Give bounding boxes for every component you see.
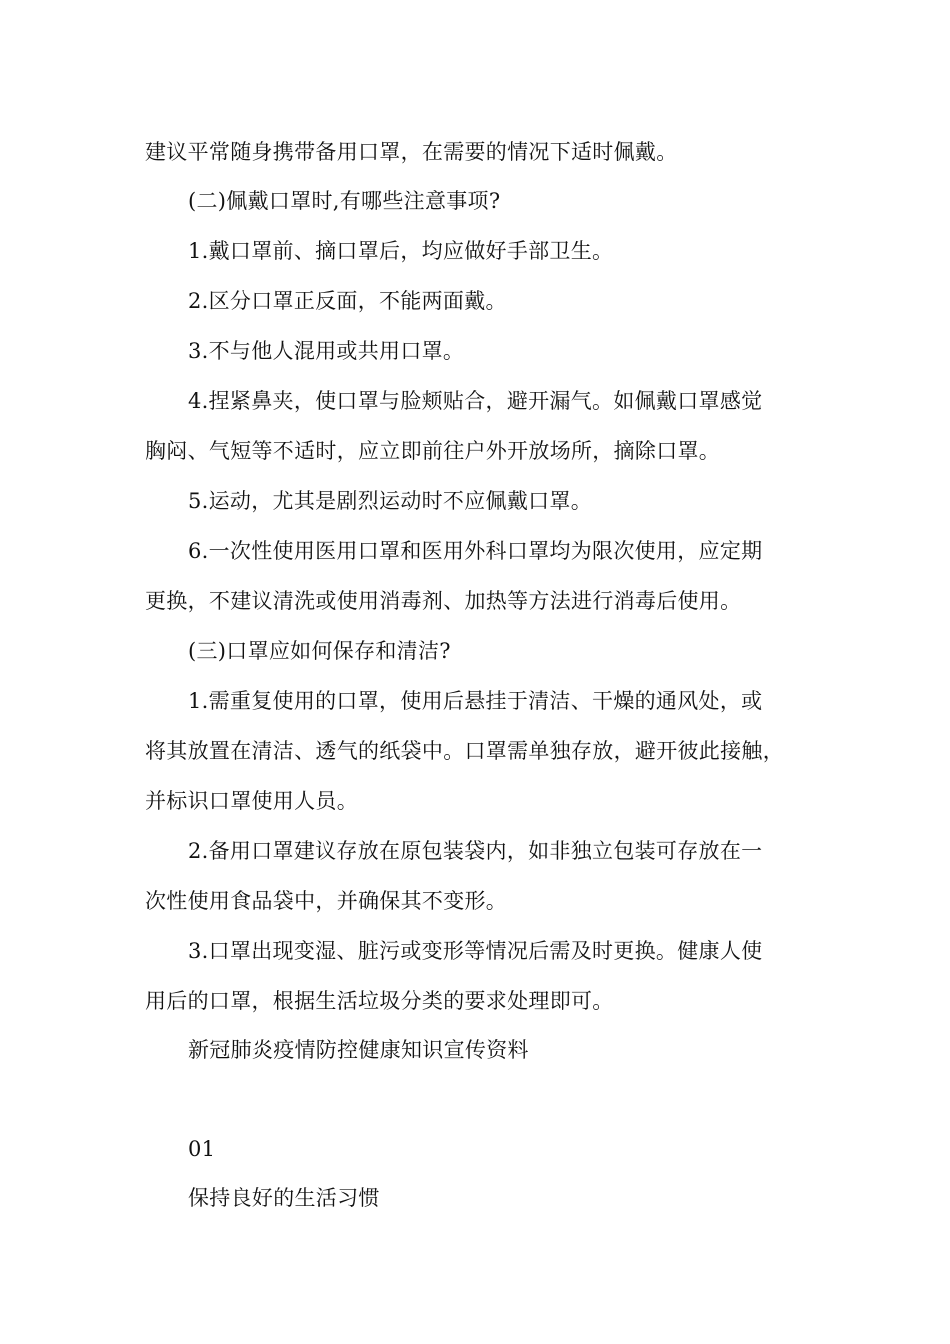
list-item: 3.不与他人混用或共用口罩。 (188, 339, 465, 363)
paragraph-line: 用后的口罩，根据生活垃圾分类的要求处理即可。 (145, 989, 614, 1013)
document-title: 新冠肺炎疫情防控健康知识宣传资料 (188, 1038, 529, 1062)
section-number: 01 (188, 1137, 216, 1161)
list-item: 5.运动，尤其是剧烈运动时不应佩戴口罩。 (188, 489, 593, 513)
paragraph-line: 次性使用食品袋中，并确保其不变形。 (145, 889, 508, 913)
list-item: 2.区分口罩正反面，不能两面戴。 (188, 289, 507, 313)
paragraph-line: 将其放置在清洁、透气的纸袋中。口罩需单独存放，避开彼此接触， (145, 739, 784, 763)
list-item: 4.捏紧鼻夹，使口罩与脸颊贴合，避开漏气。如佩戴口罩感觉 (188, 389, 763, 413)
list-item: 1.需重复使用的口罩，使用后悬挂于清洁、干燥的通风处，或 (188, 689, 763, 713)
paragraph-line: 胸闷、气短等不适时，应立即前往户外开放场所，摘除口罩。 (145, 439, 721, 463)
section-title: 保持良好的生活习惯 (188, 1186, 380, 1210)
paragraph-line: 建议平常随身携带备用口罩，在需要的情况下适时佩戴。 (145, 140, 678, 164)
section-heading: (二)佩戴口罩时,有哪些注意事项? (188, 189, 501, 213)
section-heading: (三)口罩应如何保存和清洁? (188, 639, 451, 663)
list-item: 2.备用口罩建议存放在原包装袋内，如非独立包装可存放在一 (188, 839, 763, 863)
list-item: 1.戴口罩前、摘口罩后，均应做好手部卫生。 (188, 239, 614, 263)
list-item: 6.一次性使用医用口罩和医用外科口罩均为限次使用，应定期 (188, 539, 763, 563)
list-item: 3.口罩出现变湿、脏污或变形等情况后需及时更换。健康人使 (188, 939, 763, 963)
paragraph-line: 并标识口罩使用人员。 (145, 789, 358, 813)
paragraph-line: 更换，不建议清洗或使用消毒剂、加热等方法进行消毒后使用。 (145, 589, 742, 613)
